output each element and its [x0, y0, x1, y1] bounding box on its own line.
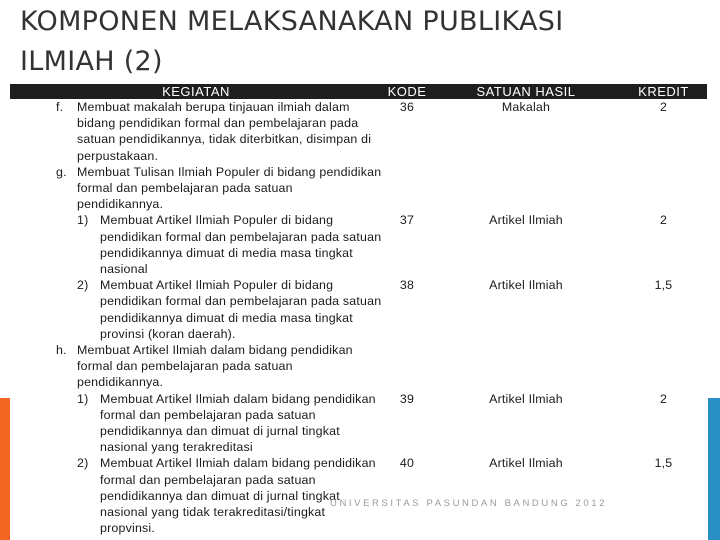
kredit-cell: 1,5: [654, 456, 673, 471]
item-marker: 2): [77, 456, 89, 471]
kegiatan-cell: [10, 277, 382, 342]
item-text: Membuat Tulisan Ilmiah Populer di bidang pendidikan formal dan pembelajaran pada satuan pendidikannya.: [77, 164, 382, 212]
slide-title-line-1: KOMPONEN MELAKSANAKAN PUBLIKASI: [20, 6, 564, 37]
item-text: Membuat Artikel Ilmiah dalam bidang pendidikan formal dan pembelajaran pada satuan pendidikannya dan dimuat di jurnal tingkat nasional yang terakreditasi: [100, 391, 376, 455]
kegiatan-cell: [10, 391, 382, 456]
header-satuan-hasil: SATUAN HASIL: [432, 84, 620, 99]
table-row: [10, 164, 707, 213]
table-row: [10, 277, 707, 342]
footer-text: UNIVERSITAS PASUNDAN BANDUNG 2012: [330, 498, 608, 509]
kegiatan-cell: [10, 99, 382, 164]
item-text: Membuat Artikel Ilmiah dalam bidang pendidikan formal dan pembelajaran pada satuan pendidikannya dan dimuat di jurnal tingkat nasional yang tidak terakreditasi/tingkat propvinsi.: [100, 456, 376, 536]
satuan-cell: Artikel Ilmiah: [489, 278, 563, 293]
table-row: [10, 212, 707, 277]
satuan-cell: Artikel Ilmiah: [489, 213, 563, 228]
kode-cell: 39: [399, 391, 415, 406]
item-marker: f.: [56, 100, 64, 114]
table-row: [10, 391, 707, 456]
header-kode: KODE: [382, 84, 432, 99]
table-row: [10, 99, 707, 164]
kode-cell: 37: [399, 213, 415, 228]
table-row: [10, 342, 707, 391]
satuan-cell: Artikel Ilmiah: [489, 391, 563, 406]
satuan-cell: Makalah: [501, 100, 551, 114]
kredit-cell: 2: [659, 100, 668, 114]
header-kegiatan: KEGIATAN: [10, 84, 382, 99]
kredit-cell: 2: [659, 213, 668, 228]
kredit-cell: 1,5: [654, 278, 673, 293]
kegiatan-cell: [10, 164, 382, 213]
kode-cell: 36: [399, 100, 415, 114]
slide-title-line-2: ILMIAH (2): [20, 46, 163, 77]
item-text: Membuat makalah berupa tinjauan ilmiah dalam bidang pendidikan formal dan pembelajaran pada satuan pendidikannya, tidak diterbitkan, disimpan di perpustakaan.: [77, 100, 372, 163]
item-marker: h.: [56, 343, 67, 358]
kredit-cell: 2: [659, 391, 668, 406]
table-row: [10, 455, 707, 536]
kegiatan-table-container: [10, 84, 707, 540]
right-accent-bar: [708, 398, 720, 540]
slide-title: [20, 2, 563, 82]
kode-cell: 38: [399, 278, 415, 293]
kegiatan-cell: [10, 455, 382, 536]
item-marker: 1): [77, 391, 89, 406]
kode-cell: 40: [399, 456, 415, 471]
table-header-row: [10, 84, 707, 99]
kegiatan-cell: [10, 212, 382, 277]
item-text: Membuat Artikel Ilmiah Populer di bidang pendidikan formal dan pembelajaran pada satuan pendidikannya dimuat di media masa tingkat nasional: [100, 213, 382, 277]
item-text: Membuat Artikel Ilmiah dalam bidang pendidikan formal dan pembelajaran pada satuan pendidikannya.: [77, 343, 353, 390]
header-kredit: KREDIT: [620, 84, 707, 99]
kegiatan-table: [10, 84, 707, 536]
kegiatan-cell: [10, 342, 382, 391]
item-text: Membuat Artikel Ilmiah Populer di bidang pendidikan formal dan pembelajaran pada satuan pendidikannya dimuat di media masa tingkat provinsi (koran daerah).: [100, 278, 382, 341]
satuan-cell: Artikel Ilmiah: [489, 456, 563, 471]
item-marker: 2): [77, 278, 89, 293]
item-marker: g.: [56, 164, 67, 179]
item-marker: 1): [77, 213, 89, 228]
